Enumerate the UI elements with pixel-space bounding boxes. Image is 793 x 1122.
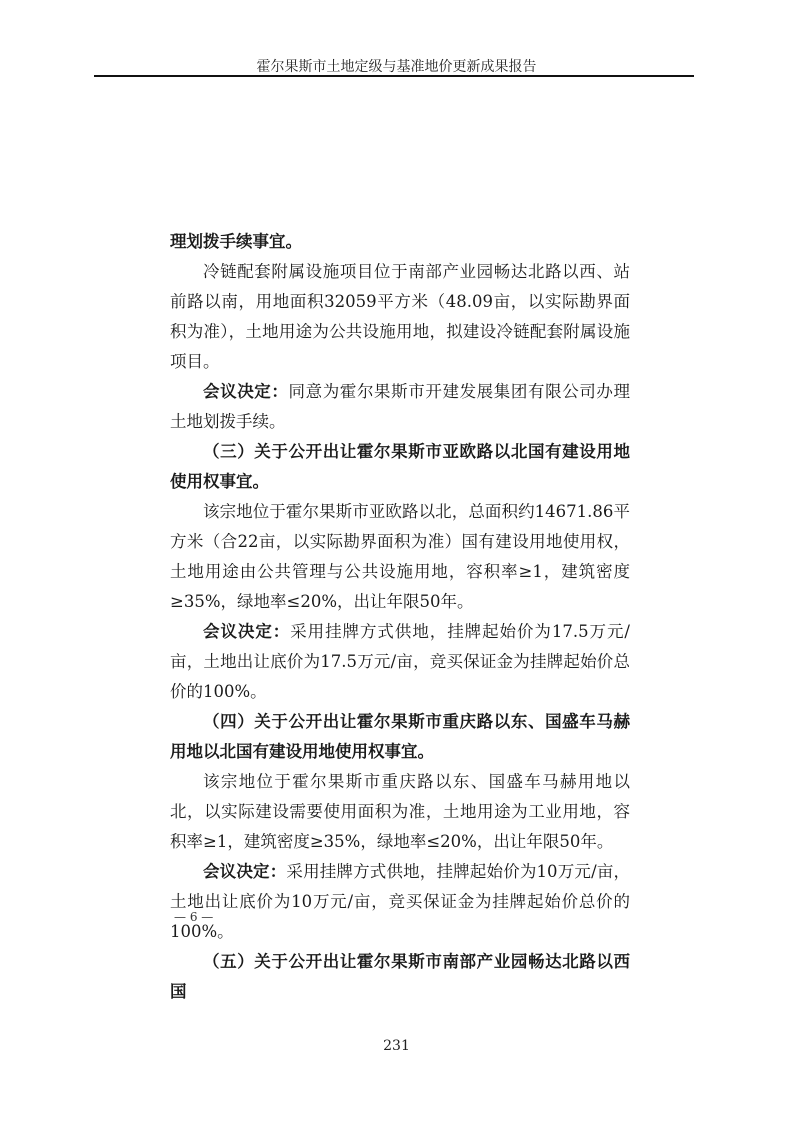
header-divider [94,75,694,77]
page-number: 231 [383,1038,410,1054]
paragraph-3 [170,377,630,437]
paragraph-1: 理划拨手续事宜。 [170,232,302,251]
decision-text: 采用挂牌方式供地，挂牌起始价为17.5万元/亩，土地出让底价为17.5万元/亩，竞买保证金为挂牌起始价总价的100%。 [170,622,630,701]
paragraph-5: 该宗地位于霍尔果斯市亚欧路以北，总面积约14671.86平方米（合22亩，以实际勘界面积为准）国有建设用地使用权，土地用途由公共管理与公共设施用地，容积率≥1，建筑密度≥35%，绿地率≤20%，出让年限50年。 [170,502,630,611]
decision-label: 会议决定： [203,862,287,881]
section-heading-4: （四）关于公开出让霍尔果斯市重庆路以东、国盛车马赫用地以北国有建设用地使用权事宜。 [170,712,630,761]
decision-text: 采用挂牌方式供地，挂牌起始价为10万元/亩，土地出让底价为10万元/亩，竞买保证金为挂牌起始价总价的100%。 [170,862,630,941]
inner-page-number: — 6 — [174,910,214,924]
paragraph-9 [170,857,630,947]
decision-label: 会议决定： [203,622,291,641]
document-body [170,227,630,1007]
decision-text: 同意为霍尔果斯市开建发展集团有限公司办理土地划拨手续。 [170,382,631,431]
document-header-title: 霍尔果斯市土地定级与基准地价更新成果报告 [256,59,537,75]
section-heading-5: （五）关于公开出让霍尔果斯市南部产业园畅达北路以西国 [170,952,630,1001]
paragraph-2: 冷链配套附属设施项目位于南部产业园畅达北路以西、站前路以南，用地面积32059平方米（48.09亩，以实际勘界面积为准），土地用途为公共设施用地，拟建设冷链配套附属设施项目。 [170,262,630,371]
decision-label: 会议决定： [203,382,289,401]
section-heading-3: （三）关于公开出让霍尔果斯市亚欧路以北国有建设用地使用权事宜。 [170,442,630,491]
paragraph-6 [170,617,630,707]
paragraph-8: 该宗地位于霍尔果斯市重庆路以东、国盛车马赫用地以北，以实际建设需要使用面积为准，土地用途为工业用地，容积率≥1，建筑密度≥35%，绿地率≤20%，出让年限50年。 [170,772,630,851]
